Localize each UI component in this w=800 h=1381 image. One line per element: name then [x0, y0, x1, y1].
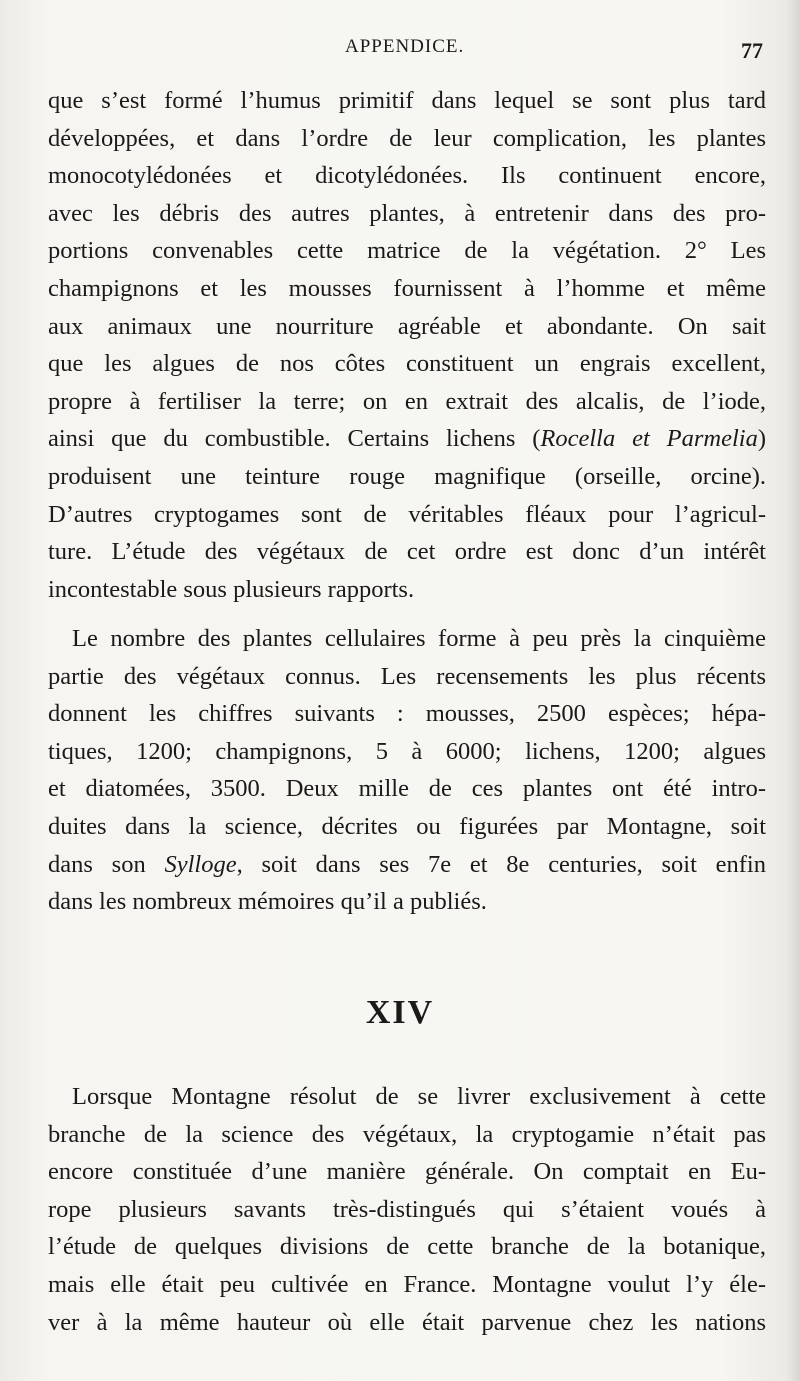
italic-term: Sylloge: [164, 850, 237, 878]
running-head: APPENDICE.: [345, 36, 465, 57]
text-line-italic: ainsi que du combustible. Certains lichens (Rocella et Parmelia): [48, 425, 766, 453]
text-line: Lorsque Montagne résolut de se livrer exclusivement à cette: [72, 1083, 766, 1110]
paragraph-2: [48, 620, 766, 921]
text-line: champignons et les mousses fournissent à l’homme et même: [48, 274, 766, 302]
text-line: avec les débris des autres plantes, à entretenir dans des pro-: [48, 199, 766, 227]
text-line: développées, et dans l’ordre de leur complication, les plantes: [48, 124, 766, 152]
text-line: D’autres cryptogames sont de véritables fléaux pour l’agricul-: [48, 500, 766, 528]
text-line: dans les nombreux mémoires qu’il a publiés.: [48, 888, 487, 916]
text-line: aux animaux une nourriture agréable et abondante. On sait: [48, 312, 766, 340]
italic-term: Rocella et Parmelia: [540, 425, 758, 453]
section-number: XIV: [365, 994, 435, 1031]
text-line: mais elle était peu cultivée en France. Montagne voulut l’y éle-: [48, 1270, 766, 1298]
text-line: et diatomées, 3500. Deux mille de ces plantes ont été intro-: [48, 775, 766, 803]
text-line: branche de la science des végétaux, la cryptogamie n’était pas: [48, 1120, 766, 1148]
text-line: propre à fertiliser la terre; on en extrait des alcalis, de l’iode,: [48, 387, 766, 415]
text-line: incontestable sous plusieurs rapports.: [48, 575, 415, 603]
text-line: rope plusieurs savants très-distingués qui s’étaient voués à: [48, 1195, 766, 1223]
paragraph-1: [48, 82, 766, 608]
text-line: dans son Sylloge, soit dans ses 7e et 8e centuries, soit enfin: [48, 850, 766, 878]
text-line: l’étude de quelques divisions de cette branche de la botanique,: [48, 1233, 766, 1261]
text-line: portions convenables cette matrice de la végétation. 2° Les: [48, 237, 766, 265]
page-edge-shadow: [786, 0, 800, 1381]
page-number: 77: [741, 38, 763, 63]
text-line: tiques, 1200; champignons, 5 à 6000; lichens, 1200; algues: [48, 737, 766, 765]
text-line: produisent une teinture rouge magnifique (orseille, orcine).: [48, 462, 766, 490]
text-line: Le nombre des plantes cellulaires forme à peu près la cinquième: [72, 625, 766, 652]
text-line: encore constituée d’une manière générale. On comptait en Eu-: [48, 1158, 766, 1186]
text-line: que les algues de nos côtes constituent un engrais excellent,: [48, 350, 766, 378]
text-line: duites dans la science, décrites ou figurées par Montagne, soit: [48, 812, 766, 840]
text-line: ver à la même hauteur où elle était parvenue chez les nations: [48, 1308, 766, 1336]
text-line: que s’est formé l’humus primitif dans lequel se sont plus tard: [48, 87, 766, 114]
text-line: partie des végétaux connus. Les recensements les plus récents: [48, 662, 766, 690]
page-header: [0, 30, 800, 70]
text-line: ture. L’étude des végétaux de cet ordre est donc d’un intérêt: [48, 538, 766, 566]
text-line: donnent les chiffres suivants : mousses, 2500 espèces; hépa-: [48, 700, 766, 728]
paragraph-3: [48, 1078, 766, 1341]
text-line: monocotylédonées et dicotylédonées. Ils continuent encore,: [48, 162, 766, 190]
